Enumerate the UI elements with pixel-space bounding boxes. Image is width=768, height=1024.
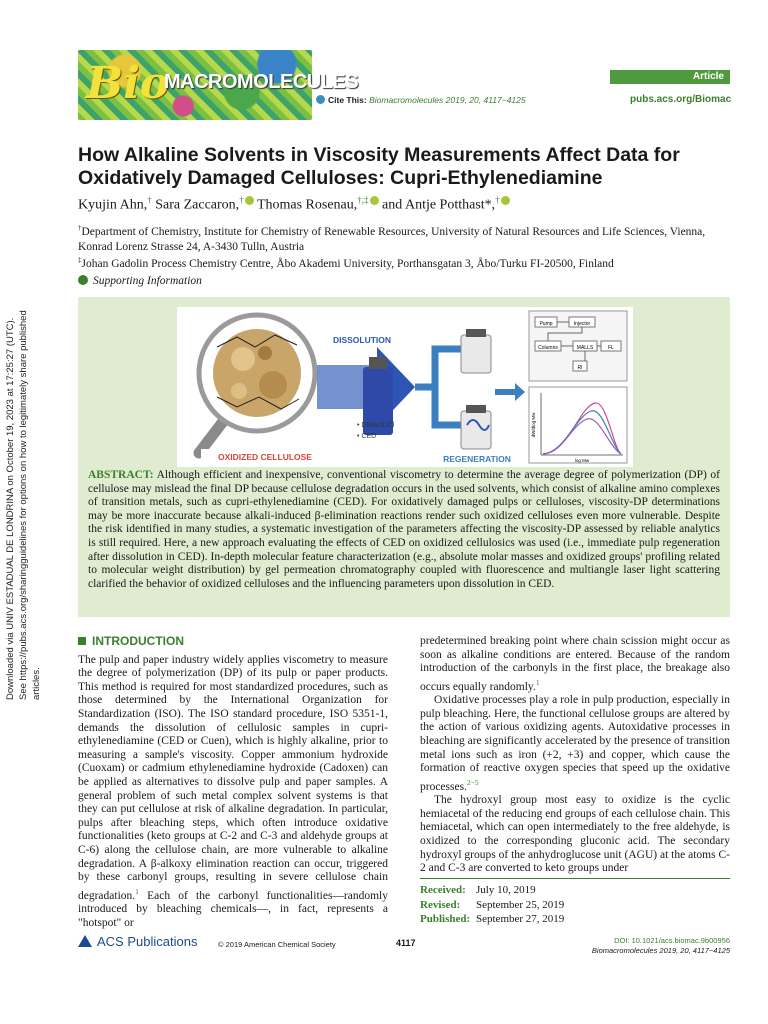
right-column bbox=[420, 635, 730, 876]
box-malls: MALLS bbox=[576, 345, 594, 351]
logo-macromolecules: MACROMOLECULES bbox=[164, 71, 359, 93]
paragraph-text: Each of the carbonyl functionalities—randomly introduced by bleaching chemicals—, in fact, represents a "hotspot" or bbox=[78, 889, 388, 929]
box-columns: Columns bbox=[538, 345, 558, 351]
orcid-icon[interactable] bbox=[370, 196, 379, 205]
affiliation-mark: ‡ bbox=[78, 256, 82, 264]
date-label: Published: bbox=[420, 913, 471, 925]
vial-upper bbox=[461, 335, 491, 373]
abstract-label: ABSTRACT: bbox=[88, 469, 154, 481]
author-name[interactable]: Sara Zaccaron, bbox=[155, 197, 240, 213]
acs-logo-text: ACS Publications bbox=[97, 934, 198, 949]
plot-ylabel: dW/dlog Mw bbox=[531, 412, 536, 438]
box-ri: RI bbox=[577, 365, 583, 371]
author-affil: † bbox=[239, 195, 244, 205]
page-footer bbox=[78, 930, 730, 960]
author-affil: † bbox=[495, 195, 500, 205]
citation-line: Biomacromolecules 2019, 20, 4117−4125 bbox=[591, 946, 730, 955]
page-number: 4117 bbox=[396, 938, 416, 948]
reference-link[interactable]: 1 bbox=[135, 886, 139, 896]
acs-logo-icon bbox=[78, 935, 92, 947]
paragraph-text: Oxidative processes play a role in pulp production, especially in pulp bleaching. Here, the functional cellulose groups are altered by the action of various oxidizing agents. Autoxidative processes in bleaching are significantly accelerated by the presence of transition metal ions such as iron (+2, +3) and copper, which cause the formation of reactive oxygen species that speed up the oxidative processes. bbox=[420, 694, 730, 793]
affiliation-text: Department of Chemistry, Institute for Chemistry of Renewable Resources, University of Natural Resources and Life Sciences, Vienna, Konrad Lorenz Strasse 24, A-3430 Tulln, Austria bbox=[78, 225, 706, 253]
acs-publications-logo[interactable] bbox=[78, 934, 197, 949]
date-revised bbox=[420, 898, 730, 913]
plot-xlabel: log Mw bbox=[574, 458, 590, 463]
author-name[interactable]: Thomas Rosenau, bbox=[256, 197, 358, 213]
date-published bbox=[420, 912, 730, 927]
paragraph bbox=[420, 635, 730, 694]
paragraph-text: predetermined breaking point where chain scission might occur as soon as alkaline conditions are entered. Because of the random introduction of the carbonyls in the first place, the breakage also occurs equally randomly. bbox=[420, 635, 730, 693]
date-received bbox=[420, 883, 730, 898]
intro-heading bbox=[78, 635, 388, 649]
paragraph-text: The pulp and paper industry widely applies viscometry to measure the degree of polymerization (DP) of its pulp or paper products. This method is required for most standardized procedures, such as those determined by the International Organization for Standardization (ISO). The ISO standard procedure, ISO 5351-1, demands the dissolution of cellulosic samples in cupri-ethylenediamine (CED or Cuen), which is highly alkaline, prior to measuring a sample's viscosity. Copper ammonium hydroxide (Cuoxam) or cadmium ethylenediamine hydroxide (Cadoxen) can be applied as alternatives to dissolve pulp and paper samples. A general problem of such metal complex solvent systems is that they can put cellulose at risk of alkaline degradation. In particular, pulps after bleaching steps, which often introduce oxidative functionalities (keto groups at C-2 and C-3 and aldehyde groups at C-6) along the cellulose chain, are more vulnerable to alkaline degradation. A β-alkoxy elimination reaction can occur, triggered by these carbonyl groups, resulting in severe cellulose chain degradation. bbox=[78, 653, 388, 902]
supporting-info-link[interactable] bbox=[78, 275, 202, 287]
cite-label: Cite This: bbox=[328, 95, 367, 105]
download-notice-text: Downloaded via UNIV ESTADUAL DE LONDRINA on October 19, 2023 at 17:25:27 (UTC). See https://pubs.acs.org/sharingguidelines for options on how to legitimately share published articles. bbox=[5, 310, 42, 700]
download-notice bbox=[4, 300, 42, 700]
date-label: Received: bbox=[420, 884, 466, 896]
regeneration-label: REGENERATION bbox=[443, 454, 511, 464]
author-affil: † bbox=[147, 195, 152, 205]
doi-link[interactable]: DOI: 10.1021/acs.biomac.9b00956 bbox=[614, 936, 730, 945]
supporting-info-icon bbox=[78, 275, 88, 285]
dissolution-label: DISSOLUTION bbox=[332, 335, 392, 345]
intro-heading-text: INTRODUCTION bbox=[92, 634, 184, 648]
author-list bbox=[78, 195, 510, 214]
toc-graphic bbox=[177, 307, 633, 467]
affiliation-mark: † bbox=[78, 224, 82, 232]
date-value: September 27, 2019 bbox=[476, 913, 565, 925]
box-pump: Pump bbox=[539, 321, 553, 327]
paragraph-text: The hydroxyl group most easy to oxidize is the cyclic hemiacetal of the reducing end groups of each cellulose chain. This hemiacetal, which can open intermediately to the free aldehyde, is oxidized to the corresponding gluconic acid. The secondary hydroxyl groups of the anhydroglucose unit (AGU) at the atoms C-2 and C-3 are converted to keto groups under bbox=[420, 794, 730, 875]
toc-figure bbox=[177, 307, 633, 467]
publication-dates bbox=[420, 878, 730, 927]
paragraph bbox=[420, 694, 730, 794]
affiliation bbox=[78, 253, 738, 272]
copyright: © 2019 American Chemical Society bbox=[218, 940, 336, 949]
abstract-box bbox=[78, 297, 730, 617]
orcid-icon[interactable] bbox=[501, 196, 510, 205]
supporting-info-label: Supporting Information bbox=[93, 275, 202, 287]
cite-this[interactable] bbox=[316, 95, 526, 105]
reference-link[interactable]: 1 bbox=[535, 677, 540, 687]
orcid-icon[interactable] bbox=[245, 196, 254, 205]
affiliation-text: Johan Gadolin Process Chemistry Centre, Åbo Akademi University, Porthansgatan 3, Åbo/Turku FI-20500, Finland bbox=[81, 257, 614, 270]
author-name[interactable]: Kyujin Ahn, bbox=[78, 197, 148, 213]
cite-journal: Biomacromolecules bbox=[369, 95, 444, 105]
article-type-badge: Article bbox=[610, 70, 730, 84]
paragraph bbox=[78, 654, 388, 931]
logo-bio: Bio bbox=[86, 58, 170, 109]
box-fl: FL bbox=[608, 345, 614, 351]
article-title: How Alkaline Solvents in Viscosity Measurements Affect Data for Oxidatively Damaged Celluloses: Cupri-Ethylenediamine bbox=[78, 144, 680, 189]
cite-icon bbox=[316, 95, 325, 104]
oxidized-label: OXIDIZED CELLULOSE bbox=[218, 452, 312, 462]
date-value: September 25, 2019 bbox=[476, 898, 565, 911]
cite-ref: 2019, 20, 4117−4125 bbox=[445, 95, 526, 105]
journal-url[interactable]: pubs.acs.org/Biomac bbox=[630, 94, 732, 105]
affiliation bbox=[78, 221, 738, 255]
author-name[interactable]: and Antje Potthast*, bbox=[382, 197, 496, 213]
abstract-text bbox=[88, 469, 720, 591]
author-affil: †,‡ bbox=[357, 195, 369, 205]
solvent-ced: • CED bbox=[357, 433, 377, 440]
paragraph bbox=[420, 794, 730, 876]
abstract-body: Although efficient and inexpensive, conventional viscometry to determine the average degree of polymerization (DP) of cellulose may mislead the final DP because cellulose degradation occurs in the used solvents, which consist of alkaline amino complexes of transition metals, such as cupri-ethylenediamine (CED). For oxidatively damaged pulps or celluloses, viscosity-DP determinations may be more inaccurate because alkali-induced β-elimination reactions render such oxidized celluloses even more vulnerable. Despite the risk identified in many studies, a systematic investigation of the parameters affecting the viscosity-DP assessed by reliable analytics is still required. Here, a new approach evaluating the effects of CED on oxidized cellulosics was used (i.e., immediate pulp regeneration after dissolution in CED). In-depth molecular feature characterization (e.g., absolute molar masses and oxidized groups' profiling related to molecular weight distribution) by gel permeation chromatography coupled with fluorescence and multiangle laser light scattering clarified the behavior of oxidized celluloses and the influencing parameters upon dissolution in CED. bbox=[88, 469, 720, 590]
section-marker bbox=[78, 637, 86, 645]
doi-block bbox=[592, 936, 730, 956]
date-label: Revised: bbox=[420, 898, 461, 911]
solvent-dmac: • DMAc/LiCl bbox=[357, 422, 395, 429]
reference-link[interactable]: 2−5 bbox=[466, 777, 479, 787]
box-injector: Injector bbox=[573, 321, 591, 327]
date-value: July 10, 2019 bbox=[476, 884, 536, 896]
left-column bbox=[78, 635, 388, 930]
